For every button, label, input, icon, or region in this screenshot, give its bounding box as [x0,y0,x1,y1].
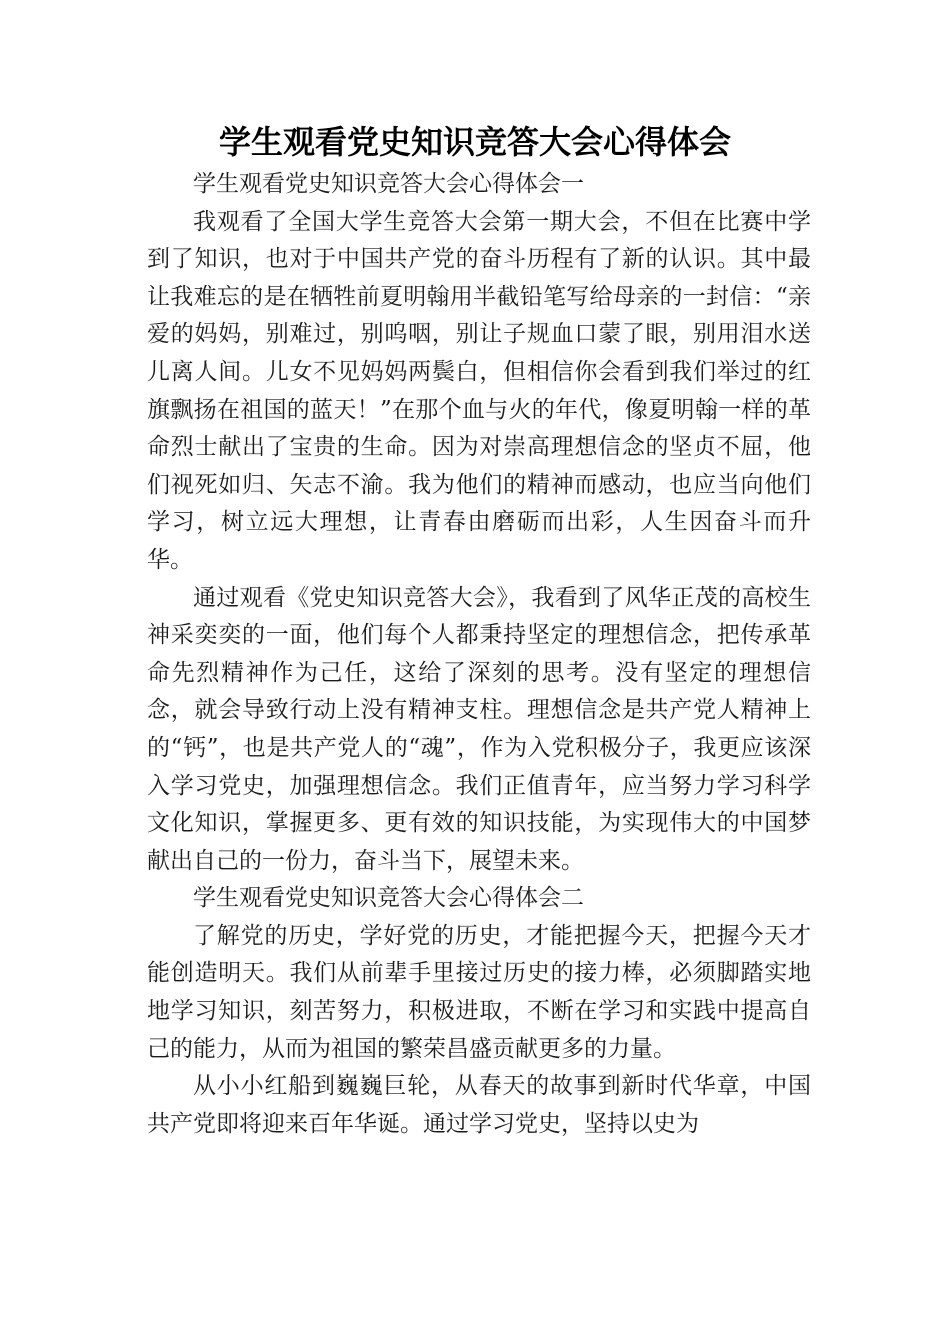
paragraph: 我观看了全国大学生竞答大会第一期大会，不但在比赛中学到了知识，也对于中国共产党的奋斗历程有了新的认识。其中最让我难忘的是在牺牲前夏明翰用半截铅笔写给母亲的一封信：“亲爱的妈妈，别难过，别呜咽，别让子规血口蒙了眼，别用泪水送儿离人间。儿女不见妈妈两鬓白，但相信你会看到我们举过的红旗飘扬在祖国的蓝天！”在那个血与火的年代，像夏明翰一样的革命烈士献出了宝贵的生命。因为对崇高理想信念的坚贞不屈，他们视死如归、矢志不渝。我为他们的精神而感动，也应当向他们学习，树立远大理想，让青春由磨砺而出彩，人生因奋斗而升华。 [147,208,811,573]
section-heading-2: 学生观看党史知识竞答大会心得体会二 [193,885,584,912]
section-heading-1: 学生观看党史知识竞答大会心得体会一 [193,171,584,197]
document-title: 学生观看党史知识竞答大会心得体会 [218,123,731,161]
paragraph: 通过观看《党史知识竞答大会》，我看到了风华正茂的高校生神采奕奕的一面，他们每个人都秉持坚定的理想信念，把传承革命先烈精神作为己任，这给了深刻的思考。没有坚定的理想信念，就会导致行动上没有精神支柱。理想信念是共产党人精神上的“钙”，也是共产党人的“魂”，作为入党积极分子，我更应该深入学习党史，加强理想信念。我们正值青年，应当努力学习科学文化知识，掌握更多、更有效的知识技能，为实现伟大的中国梦献出自己的一份力，奋斗当下，展望未来。 [147,584,811,874]
paragraph: 从小小红船到巍巍巨轮，从春天的故事到新时代华章，中国共产党即将迎来百年华诞。通过学习党史，坚持以史为 [147,1073,811,1137]
paragraph: 了解党的历史，学好党的历史，才能把握今天，把握今天才能创造明天。我们从前辈手里接过历史的接力棒，必须脚踏实地地学习知识，刻苦努力，积极进取，不断在学习和实践中提高自己的能力，从而为祖国的繁荣昌盛贡献更多的力量。 [147,922,811,1062]
document-body [147,166,811,1143]
